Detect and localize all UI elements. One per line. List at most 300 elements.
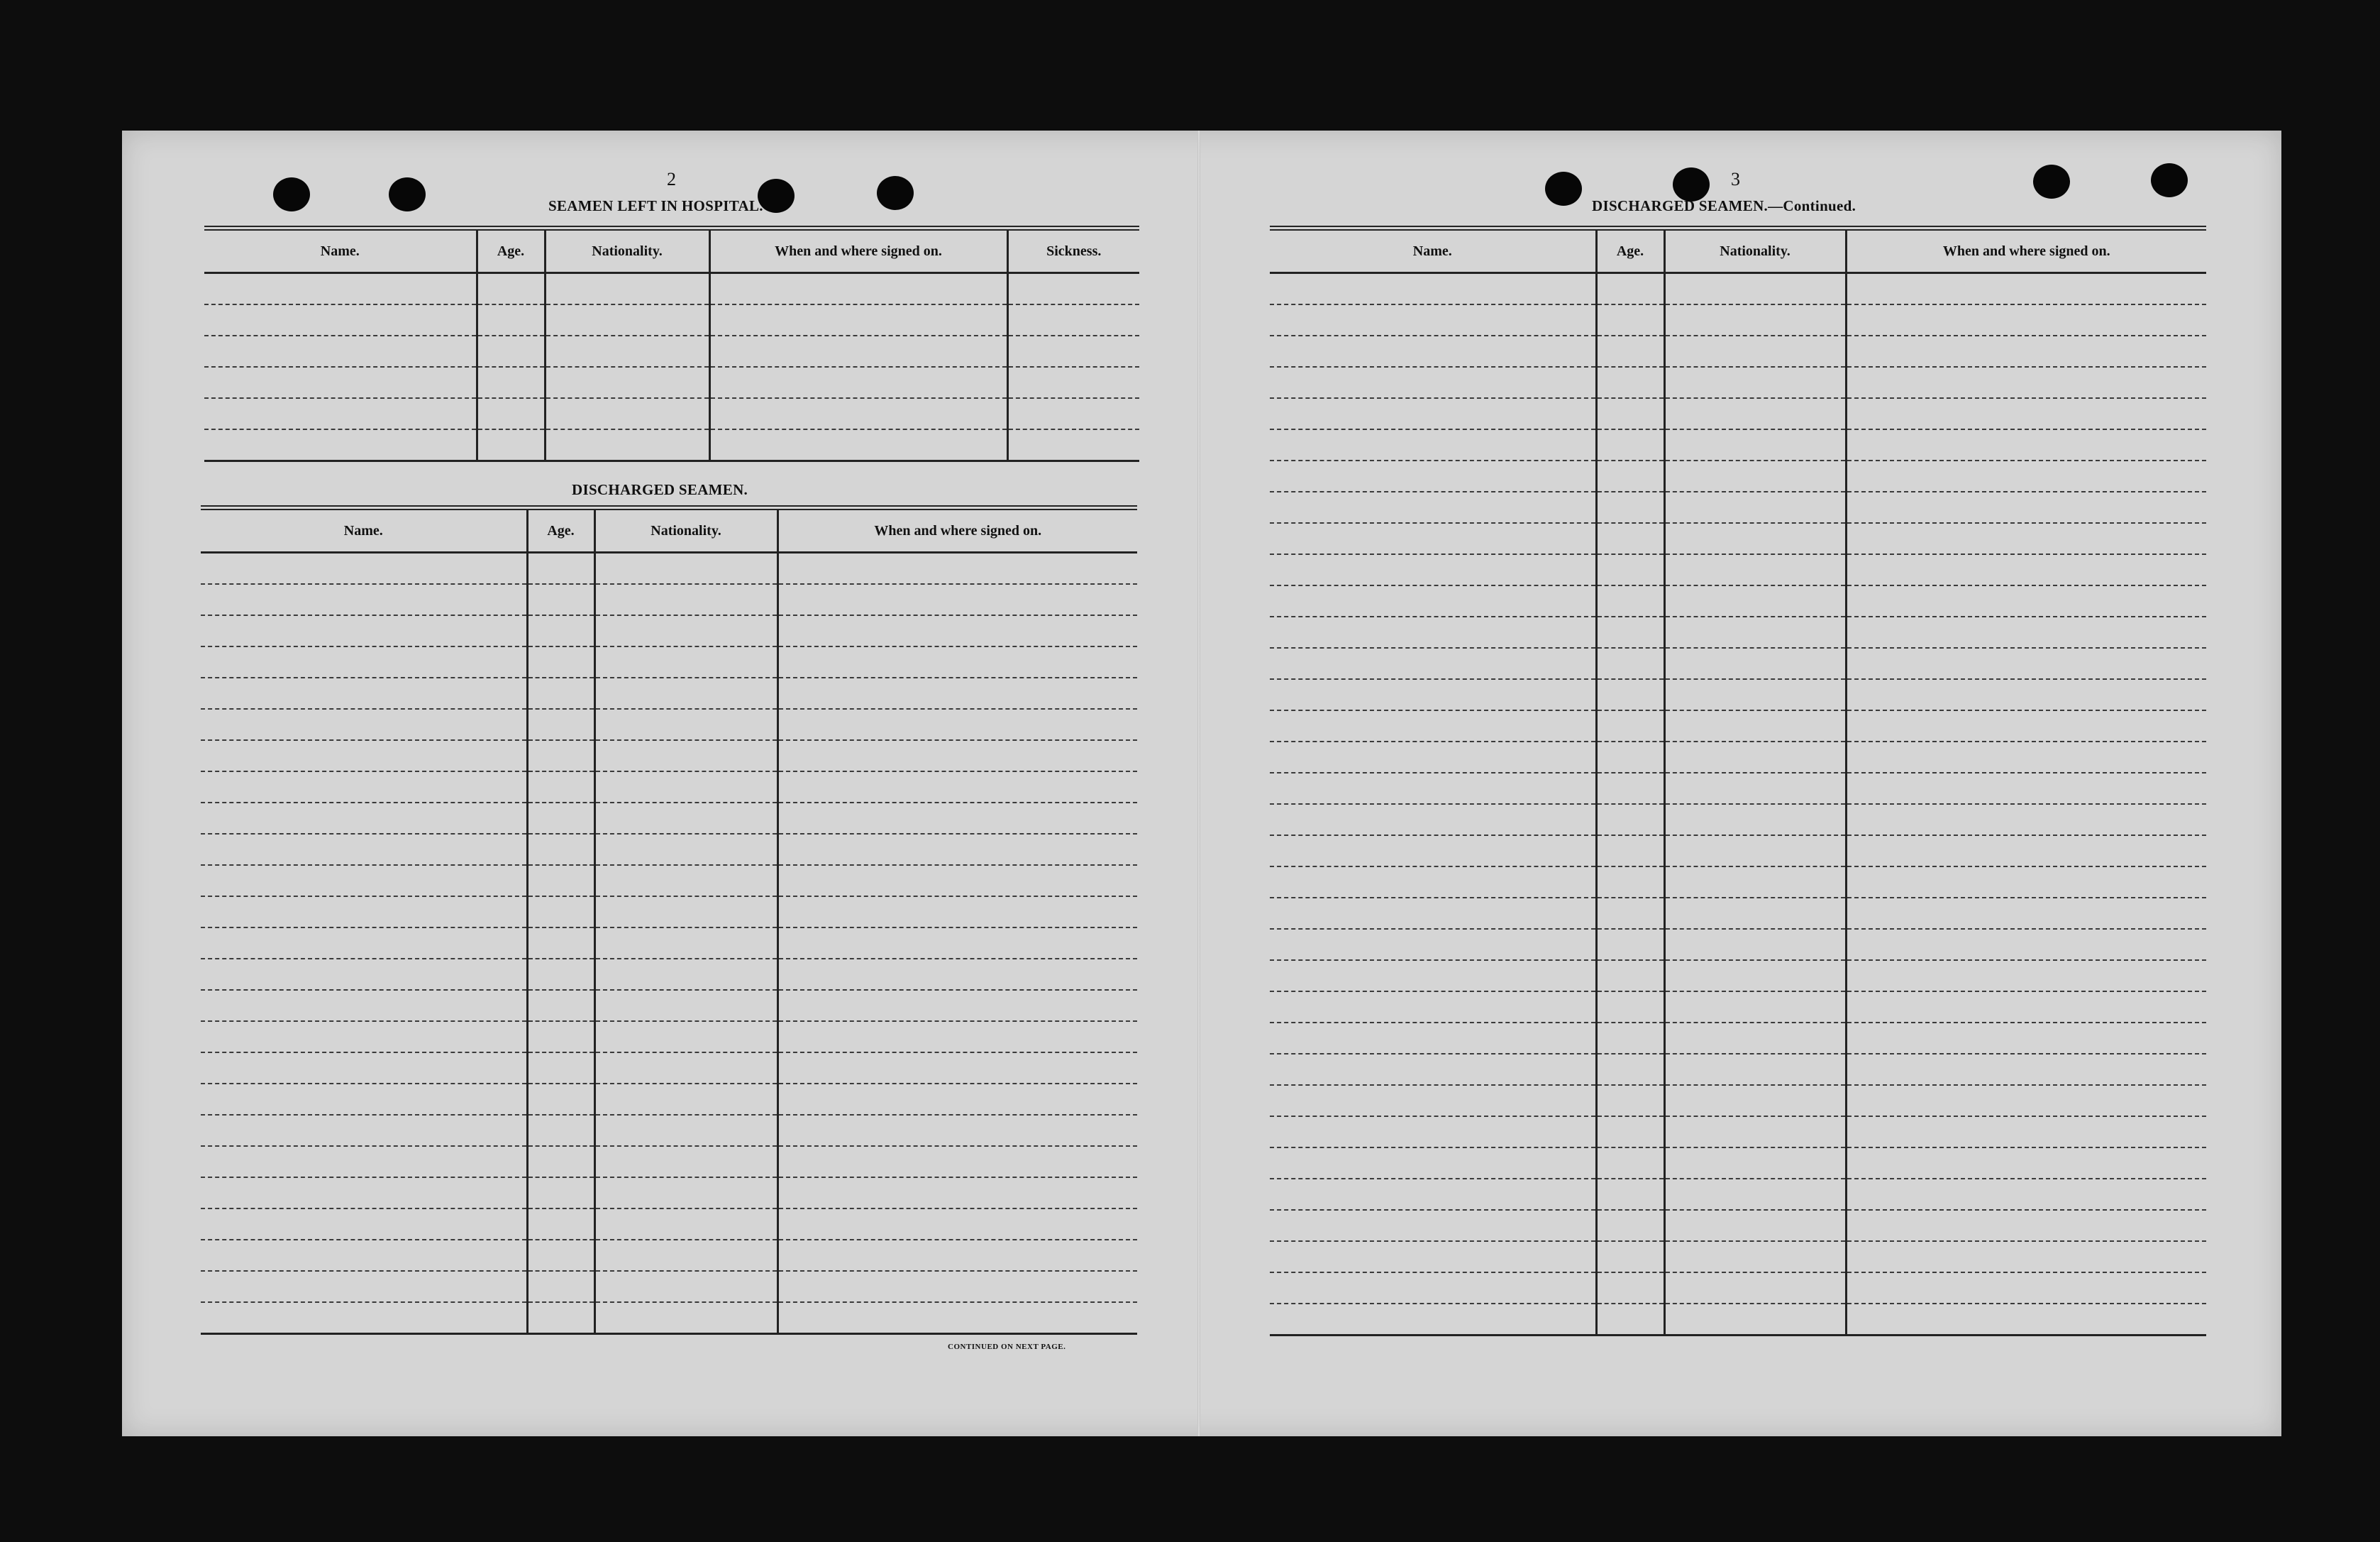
table-cell [594,740,777,771]
table-cell [1664,398,1846,429]
table-cell [527,959,594,990]
table-cell [777,990,1137,1021]
table-row [201,959,1137,990]
table-cell [1846,585,2206,617]
table-cell [201,615,527,646]
table-row [201,1177,1137,1208]
table-cell [201,1208,527,1240]
column-header-nationality: Nationality. [545,228,709,273]
table-cell [777,1115,1137,1146]
table-cell [1270,960,1596,991]
table-cell [594,678,777,709]
table-cell [1846,304,2206,336]
table-row [201,709,1137,740]
table-cell [1270,554,1596,585]
table-cell [1664,679,1846,710]
table-cell [1664,1023,1846,1054]
table-cell [1664,929,1846,960]
table-row [1270,1085,2206,1116]
table-cell [777,1271,1137,1302]
punch-hole [1545,172,1582,206]
table-cell [1664,648,1846,679]
table-cell [1596,679,1664,710]
discharged-seamen-continued-table [1270,226,2206,1336]
table-cell [545,398,709,429]
table-cell [201,1052,527,1084]
table-cell [594,1115,777,1146]
table-row [204,304,1139,336]
column-header-name: Name. [201,508,527,553]
table-cell [1846,429,2206,461]
table-row [201,1052,1137,1084]
table-cell [1846,461,2206,492]
table-cell [527,927,594,959]
table-cell [1846,866,2206,898]
table-cell [1270,1210,1596,1241]
table-cell [777,646,1137,678]
table-cell [594,1052,777,1084]
table-cell [594,615,777,646]
table-cell [1596,617,1664,648]
table-cell [1596,1304,1664,1336]
table-cell [1846,398,2206,429]
column-header-when-where-signed: When and where signed on. [777,508,1137,553]
table-cell [1270,336,1596,367]
table-row [201,646,1137,678]
table-row [201,1240,1137,1271]
column-header-age: Age. [1596,228,1664,273]
section-title-discharged-seamen-continued: DISCHARGED SEAMEN.—Continued. [1592,197,1856,214]
table-cell [201,959,527,990]
table-cell [1664,1272,1846,1304]
table-cell [1846,492,2206,523]
table-cell [1596,1023,1664,1054]
table-cell [1270,1179,1596,1210]
column-header-sickness: Sickness. [1007,228,1139,273]
table-cell [1596,929,1664,960]
table-cell [1596,960,1664,991]
table-cell [201,803,527,834]
table-cell [1270,492,1596,523]
table-cell [777,709,1137,740]
table-row [201,990,1137,1021]
table-row [204,336,1139,367]
seamen-left-in-hospital-table [204,226,1139,462]
table-cell [1270,585,1596,617]
table-row [1270,585,2206,617]
table-cell [477,429,545,461]
table-row [1270,398,2206,429]
table-cell [777,740,1137,771]
section-title-discharged-seamen: DISCHARGED SEAMEN. [572,481,748,498]
table-cell [1846,1304,2206,1336]
table-row [201,896,1137,927]
table-cell [201,927,527,959]
table-cell [1007,367,1139,398]
table-cell [477,304,545,336]
table-cell [777,615,1137,646]
table-row [1270,1179,2206,1210]
table-cell [1596,304,1664,336]
table-cell [777,771,1137,803]
table-row [1270,554,2206,585]
table-cell [1846,523,2206,554]
table-cell [1596,461,1664,492]
column-header-nationality: Nationality. [1664,228,1846,273]
table-cell [1846,898,2206,929]
table-row [1270,1054,2206,1085]
table-cell [1270,929,1596,960]
table-row [1270,991,2206,1023]
table-cell [1596,1272,1664,1304]
table-cell [527,553,594,585]
table-cell [1664,1210,1846,1241]
table-cell [777,1208,1137,1240]
table-cell [1596,1147,1664,1179]
column-header-when-where-signed: When and where signed on. [709,228,1007,273]
table-cell [1664,304,1846,336]
table-cell [1664,461,1846,492]
table-cell [1270,304,1596,336]
table-row [1270,1147,2206,1179]
section-title-seamen-left-in-hospital: SEAMEN LEFT IN HOSPITAL. [548,197,763,214]
table-cell [527,1208,594,1240]
table-row [201,584,1137,615]
table-cell [709,367,1007,398]
table-cell [527,1177,594,1208]
table-cell [201,709,527,740]
table-cell [204,367,477,398]
table-cell [1596,648,1664,679]
continued-on-next-page-note: CONTINUED ON NEXT PAGE. [948,1343,1066,1351]
punch-hole [389,177,426,211]
table-row [1270,273,2206,305]
table-cell [1664,1179,1846,1210]
table-cell [1664,585,1846,617]
table-cell [777,584,1137,615]
page-fold [1197,131,1200,1436]
table-cell [594,553,777,585]
table-cell [201,834,527,865]
punch-hole [2033,165,2070,199]
table-cell [527,584,594,615]
table-cell [1664,429,1846,461]
table-cell [1664,742,1846,773]
table-row [1270,648,2206,679]
table-row [1270,898,2206,929]
table-row [1270,960,2206,991]
table-cell [477,273,545,305]
table-cell [527,646,594,678]
table-cell [777,834,1137,865]
table-cell [1846,773,2206,804]
table-row [201,740,1137,771]
table-cell [777,959,1137,990]
table-row [1270,742,2206,773]
table-cell [1596,804,1664,835]
table-cell [527,678,594,709]
table-cell [201,1146,527,1177]
table-cell [1270,648,1596,679]
table-cell [201,1115,527,1146]
table-cell [777,1146,1137,1177]
table-cell [1596,1085,1664,1116]
table-cell [1664,866,1846,898]
table-cell [1846,1210,2206,1241]
table-cell [709,304,1007,336]
table-cell [201,896,527,927]
table-cell [1846,554,2206,585]
table-cell [1846,1241,2206,1272]
table-cell [1664,367,1846,398]
table-cell [477,367,545,398]
table-cell [1846,367,2206,398]
table-cell [594,1021,777,1052]
table-row [1270,1241,2206,1272]
table-row [201,1271,1137,1302]
table-cell [201,771,527,803]
table-cell [201,646,527,678]
table-cell [477,336,545,367]
table-row [201,678,1137,709]
table-cell [1596,336,1664,367]
page-number-right: 3 [1731,169,1740,189]
table-row [204,398,1139,429]
table-cell [1846,679,2206,710]
table-cell [1596,492,1664,523]
table-cell [1664,1241,1846,1272]
table-cell [1664,617,1846,648]
table-cell [1846,1116,2206,1147]
table-cell [477,398,545,429]
table-cell [777,927,1137,959]
table-cell [1664,804,1846,835]
table-cell [527,865,594,896]
table-cell [1664,554,1846,585]
table-cell [1270,398,1596,429]
table-row [201,1021,1137,1052]
table-cell [1596,835,1664,866]
table-cell [1596,898,1664,929]
table-cell [1846,273,2206,305]
table-cell [1664,1304,1846,1336]
table-cell [545,304,709,336]
table-cell [527,709,594,740]
table-row [201,553,1137,585]
table-header-row [204,228,1139,273]
table-cell [201,553,527,585]
table-cell [1007,304,1139,336]
table-cell [545,273,709,305]
table-row [1270,1116,2206,1147]
table-cell [594,1146,777,1177]
table-cell [527,740,594,771]
table-cell [1846,617,2206,648]
table-row [1270,773,2206,804]
table-cell [1664,336,1846,367]
table-cell [527,1240,594,1271]
table-cell [1596,773,1664,804]
table-cell [1664,991,1846,1023]
table-row [1270,492,2206,523]
table-cell [1664,492,1846,523]
table-cell [1664,1054,1846,1085]
table-cell [201,990,527,1021]
table-row [1270,461,2206,492]
table-cell [1664,960,1846,991]
table-cell [1270,804,1596,835]
table-cell [527,803,594,834]
table-cell [777,678,1137,709]
table-row [201,1115,1137,1146]
table-cell [1270,991,1596,1023]
table-cell [1270,773,1596,804]
table-row [1270,866,2206,898]
table-cell [527,1146,594,1177]
table-cell [1664,1116,1846,1147]
punch-hole [273,177,310,211]
table-cell [1270,1272,1596,1304]
table-row [204,273,1139,305]
punch-hole [2151,163,2188,197]
table-cell [594,896,777,927]
table-cell [594,990,777,1021]
table-cell [527,990,594,1021]
table-cell [777,1240,1137,1271]
table-row [1270,1304,2206,1336]
table-cell [201,1177,527,1208]
table-cell [1846,1272,2206,1304]
table-cell [1596,1241,1664,1272]
table-cell [594,771,777,803]
table-cell [1596,367,1664,398]
table-cell [204,336,477,367]
table-cell [1270,1116,1596,1147]
table-cell [594,803,777,834]
table-cell [1846,742,2206,773]
table-cell [1270,461,1596,492]
table-cell [1596,398,1664,429]
table-cell [527,1302,594,1334]
table-cell [1664,773,1846,804]
table-row [201,1208,1137,1240]
table-cell [594,646,777,678]
table-cell [527,1271,594,1302]
table-cell [545,429,709,461]
table-row [1270,679,2206,710]
table-row [201,834,1137,865]
table-cell [1664,835,1846,866]
table-cell [1846,1023,2206,1054]
table-cell [1270,1023,1596,1054]
table-cell [594,865,777,896]
table-cell [527,771,594,803]
table-cell [1846,835,2206,866]
table-cell [709,336,1007,367]
table-row [1270,1023,2206,1054]
table-cell [527,1115,594,1146]
table-header-row [201,508,1137,553]
table-cell [1596,991,1664,1023]
table-cell [1664,1085,1846,1116]
table-cell [1270,429,1596,461]
table-cell [527,1021,594,1052]
column-header-name: Name. [204,228,477,273]
table-cell [777,896,1137,927]
column-header-nationality: Nationality. [594,508,777,553]
table-cell [1270,1304,1596,1336]
table-cell [1846,929,2206,960]
table-row [201,865,1137,896]
table-cell [1596,1179,1664,1210]
table-cell [545,336,709,367]
column-header-age: Age. [527,508,594,553]
punch-hole [1673,167,1710,202]
table-row [201,615,1137,646]
table-cell [1664,1147,1846,1179]
table-row [201,771,1137,803]
table-cell [594,1302,777,1334]
table-cell [204,429,477,461]
table-cell [1596,1116,1664,1147]
table-row [1270,429,2206,461]
table-cell [777,1177,1137,1208]
table-cell [1270,898,1596,929]
table-cell [1270,1085,1596,1116]
table-cell [1007,273,1139,305]
table-row [1270,835,2206,866]
table-cell [1846,1085,2206,1116]
table-cell [1846,648,2206,679]
table-cell [204,273,477,305]
table-cell [1846,804,2206,835]
table-cell [201,678,527,709]
table-cell [1596,273,1664,305]
table-cell [594,1177,777,1208]
table-row [201,1302,1137,1334]
table-cell [594,959,777,990]
table-cell [1270,523,1596,554]
table-cell [777,553,1137,585]
column-header-when-where-signed: When and where signed on. [1846,228,2206,273]
table-cell [527,834,594,865]
table-row [1270,804,2206,835]
table-cell [709,429,1007,461]
table-cell [594,709,777,740]
table-row [201,1146,1137,1177]
table-cell [201,740,527,771]
table-cell [1664,710,1846,742]
table-cell [201,1084,527,1115]
table-cell [201,865,527,896]
column-header-age: Age. [477,228,545,273]
table-row [201,927,1137,959]
table-row [1270,367,2206,398]
table-cell [777,803,1137,834]
table-cell [1846,960,2206,991]
table-cell [709,398,1007,429]
table-cell [1664,273,1846,305]
table-cell [777,1052,1137,1084]
table-cell [527,896,594,927]
table-row [201,803,1137,834]
table-cell [594,927,777,959]
table-cell [1270,866,1596,898]
table-cell [1596,1210,1664,1241]
discharged-seamen-table [201,505,1137,1335]
table-row [1270,710,2206,742]
table-cell [1270,617,1596,648]
